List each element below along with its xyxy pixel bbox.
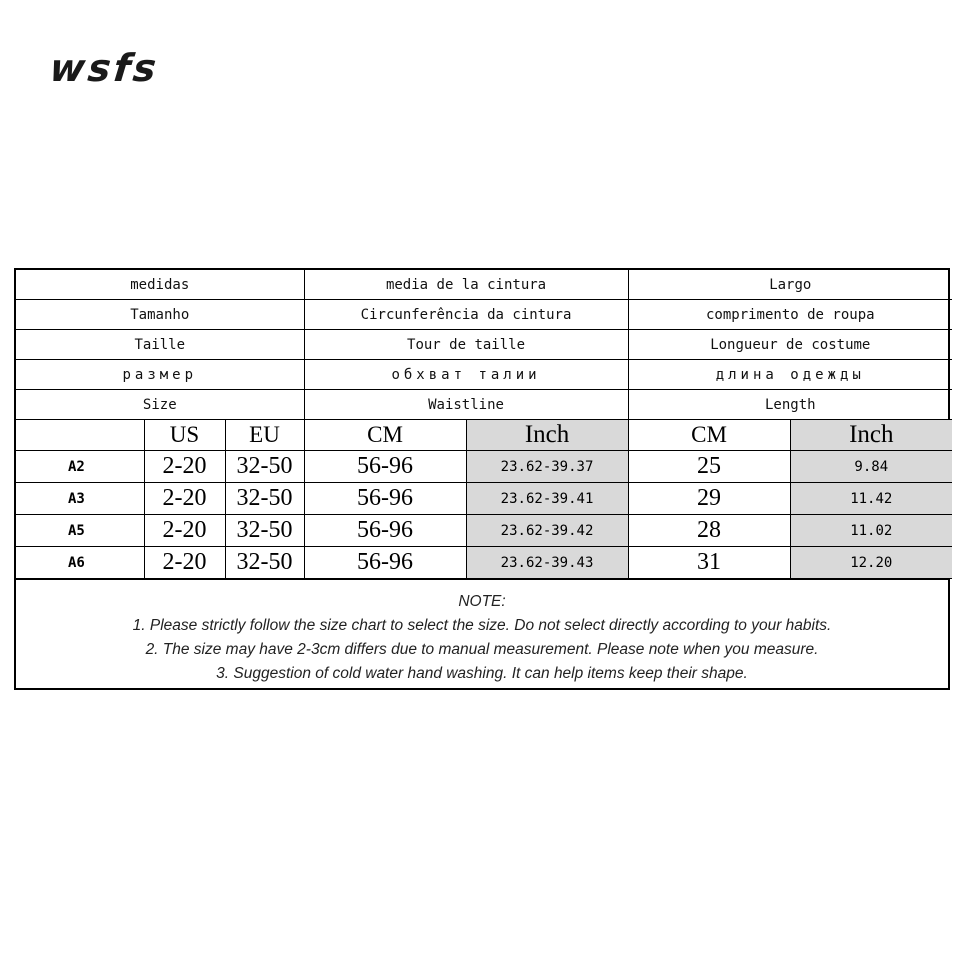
size-table: [16, 270, 952, 579]
unit-waist-inch: Inch: [466, 420, 628, 451]
length-cm: 29: [628, 483, 790, 515]
eu-size: 32-50: [225, 515, 304, 547]
header-row-spanish: [16, 270, 952, 300]
note-line: 3. Suggestion of cold water hand washing. It can help items keep their shape.: [216, 665, 748, 682]
header-row-english: [16, 390, 952, 420]
size-code: A5: [16, 515, 144, 547]
eu-size: 32-50: [225, 483, 304, 515]
unit-us: US: [144, 420, 225, 451]
header-row-french: [16, 330, 952, 360]
length-cm: 25: [628, 451, 790, 483]
table-row: [16, 547, 952, 579]
table-row: [16, 515, 952, 547]
note-section: [16, 579, 948, 686]
waist-header: Waistline: [304, 390, 628, 420]
length-header: Longueur de costume: [628, 330, 952, 360]
waist-cm: 56-96: [304, 547, 466, 579]
length-inch: 11.02: [790, 515, 952, 547]
waist-cm: 56-96: [304, 483, 466, 515]
size-code: A6: [16, 547, 144, 579]
note-line: 1. Please strictly follow the size chart to select the size. Do not select directly according to your habits.: [132, 617, 832, 634]
header-row-russian: [16, 360, 952, 390]
eu-size: 32-50: [225, 451, 304, 483]
unit-row: [16, 420, 952, 451]
brand-logo: wsfs: [47, 46, 162, 90]
length-header: Length: [628, 390, 952, 420]
unit-length-cm: CM: [628, 420, 790, 451]
size-chart: [14, 268, 950, 690]
waist-header: Tour de taille: [304, 330, 628, 360]
note-line: 2. The size may have 2-3cm differs due to manual measurement. Please note when you measure.: [145, 641, 819, 658]
waist-inch: 23.62-39.42: [466, 515, 628, 547]
waist-cm: 56-96: [304, 515, 466, 547]
size-header: Taille: [16, 330, 304, 360]
size-code: A3: [16, 483, 144, 515]
waist-header: media de la cintura: [304, 270, 628, 300]
unit-blank: [16, 420, 144, 451]
waist-header: Circunferência da cintura: [304, 300, 628, 330]
table-row: [16, 483, 952, 515]
size-header: размер: [16, 360, 304, 390]
length-header: Largo: [628, 270, 952, 300]
note-title: NOTE:: [458, 593, 506, 610]
us-size: 2-20: [144, 547, 225, 579]
unit-eu: EU: [225, 420, 304, 451]
length-inch: 12.20: [790, 547, 952, 579]
size-header: Size: [16, 390, 304, 420]
size-header: Tamanho: [16, 300, 304, 330]
table-row: [16, 451, 952, 483]
length-inch: 9.84: [790, 451, 952, 483]
length-header: comprimento de roupa: [628, 300, 952, 330]
us-size: 2-20: [144, 451, 225, 483]
length-header: длина одежды: [628, 360, 952, 390]
waist-inch: 23.62-39.41: [466, 483, 628, 515]
waist-inch: 23.62-39.43: [466, 547, 628, 579]
size-code: A2: [16, 451, 144, 483]
unit-waist-cm: CM: [304, 420, 466, 451]
waist-inch: 23.62-39.37: [466, 451, 628, 483]
eu-size: 32-50: [225, 547, 304, 579]
waist-header: обхват талии: [304, 360, 628, 390]
length-inch: 11.42: [790, 483, 952, 515]
size-header: medidas: [16, 270, 304, 300]
us-size: 2-20: [144, 483, 225, 515]
header-row-portuguese: [16, 300, 952, 330]
length-cm: 28: [628, 515, 790, 547]
length-cm: 31: [628, 547, 790, 579]
us-size: 2-20: [144, 515, 225, 547]
waist-cm: 56-96: [304, 451, 466, 483]
unit-length-inch: Inch: [790, 420, 952, 451]
